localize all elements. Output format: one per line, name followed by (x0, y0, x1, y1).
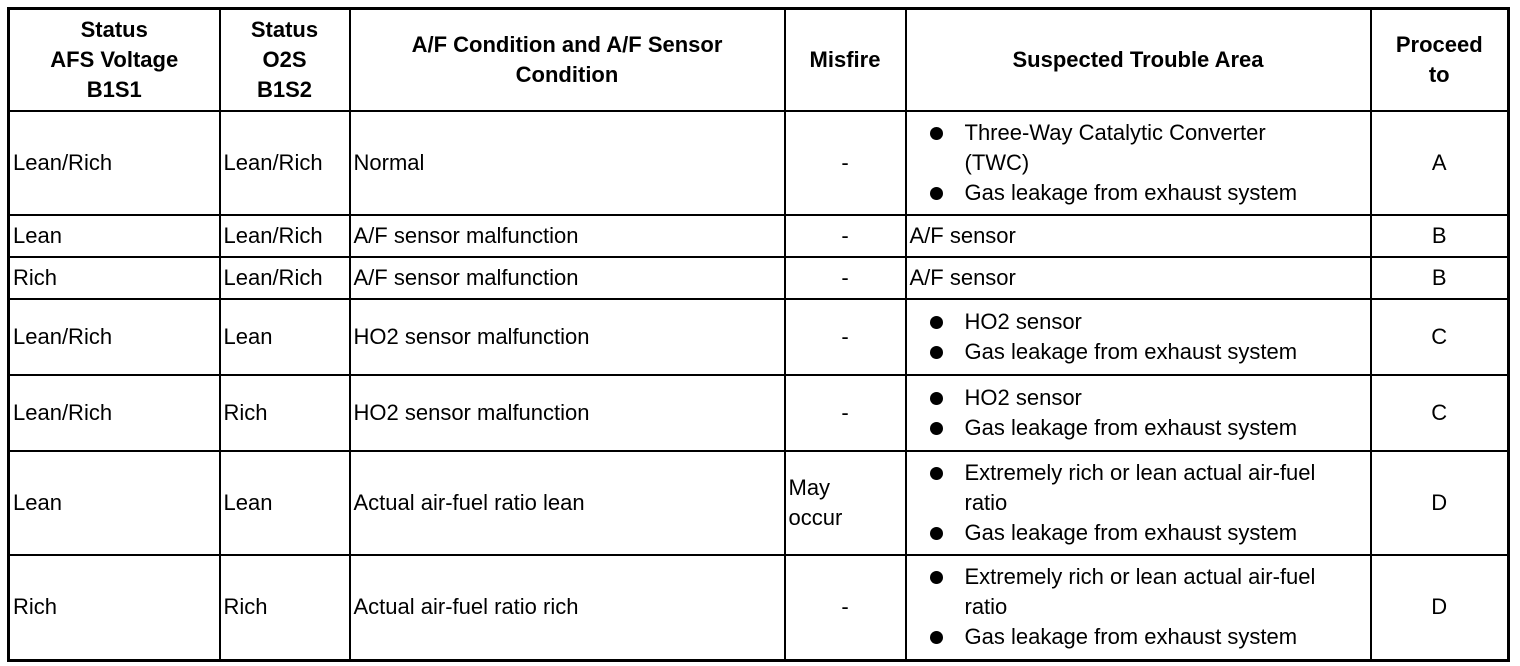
suspected-area-cell (906, 299, 1371, 375)
header-line: Condition (515, 61, 619, 87)
bullet-icon (930, 316, 943, 329)
table-row (9, 257, 1509, 299)
afs-status-cell: Lean (9, 215, 220, 257)
list-item-text: Extremely rich or lean actual air-fuel ratio (964, 564, 1316, 620)
list-item-text: Gas leakage from exhaust system (964, 414, 1298, 440)
condition-cell: HO2 sensor malfunction (350, 299, 785, 375)
list-item (930, 178, 1367, 208)
suspected-area-cell (906, 555, 1371, 661)
condition-cell: HO2 sensor malfunction (350, 375, 785, 451)
suspected-area-cell: A/F sensor (906, 257, 1371, 299)
bullet-icon (930, 527, 943, 540)
o2s-status-cell: Lean (220, 299, 350, 375)
afs-status-cell: Lean/Rich (9, 375, 220, 451)
suspected-area-cell (906, 375, 1371, 451)
header-line: Suspected Trouble Area (1012, 46, 1264, 72)
bullet-icon (930, 187, 943, 200)
condition-cell: Actual air-fuel ratio rich (350, 555, 785, 661)
misfire-cell: May occur (785, 451, 906, 555)
o2s-status-cell: Lean/Rich (220, 215, 350, 257)
header-line: Proceed (1395, 31, 1483, 57)
list-item-text: HO2 sensor (964, 384, 1082, 410)
table-row (9, 375, 1509, 451)
afs-status-cell: Lean/Rich (9, 111, 220, 215)
bullet-icon (930, 571, 943, 584)
list-item (930, 118, 1367, 178)
suspected-area-list (910, 307, 1367, 367)
header-line: to (1428, 61, 1450, 87)
bullet-icon (930, 127, 943, 140)
list-item (930, 458, 1367, 518)
bullet-icon (930, 346, 943, 359)
proceed-cell: C (1371, 299, 1509, 375)
header-line: Misfire (809, 46, 881, 72)
suspected-area-list (910, 383, 1367, 443)
header-o2s (220, 9, 350, 111)
header-afs-voltage (9, 9, 220, 111)
list-item-text: Gas leakage from exhaust system (964, 179, 1298, 205)
header-line: Status (80, 16, 148, 42)
list-item-text: Gas leakage from exhaust system (964, 624, 1298, 650)
o2s-status-cell: Lean/Rich (220, 257, 350, 299)
proceed-cell: C (1371, 375, 1509, 451)
table-row (9, 111, 1509, 215)
header-af-condition (350, 9, 785, 111)
header-line: O2S (262, 46, 307, 72)
o2s-status-cell: Rich (220, 375, 350, 451)
suspected-area-cell (906, 111, 1371, 215)
suspected-area-cell (906, 451, 1371, 555)
list-item (930, 562, 1367, 622)
diagnostic-table (7, 7, 1510, 662)
bullet-icon (930, 467, 943, 480)
misfire-cell: - (785, 555, 906, 661)
table-row (9, 451, 1509, 555)
table-row (9, 555, 1509, 661)
proceed-cell: A (1371, 111, 1509, 215)
o2s-status-cell: Lean (220, 451, 350, 555)
condition-cell: Actual air-fuel ratio lean (350, 451, 785, 555)
condition-cell: Normal (350, 111, 785, 215)
bullet-icon (930, 422, 943, 435)
o2s-status-cell: Lean/Rich (220, 111, 350, 215)
suspected-area-cell: A/F sensor (906, 215, 1371, 257)
list-item (930, 518, 1367, 548)
misfire-cell: - (785, 257, 906, 299)
list-item (930, 337, 1367, 367)
proceed-cell: D (1371, 555, 1509, 661)
list-item (930, 413, 1367, 443)
list-item-text: Extremely rich or lean actual air-fuel ratio (964, 459, 1316, 515)
header-suspected-area (906, 9, 1371, 111)
header-line: A/F Condition and A/F Sensor (411, 31, 723, 57)
misfire-cell: - (785, 215, 906, 257)
condition-cell: A/F sensor malfunction (350, 215, 785, 257)
afs-status-cell: Rich (9, 555, 220, 661)
list-item-text: HO2 sensor (964, 308, 1082, 334)
header-row (9, 9, 1509, 111)
header-line: B1S2 (256, 76, 313, 102)
bullet-icon (930, 631, 943, 644)
suspected-area-list (910, 118, 1367, 208)
condition-cell: A/F sensor malfunction (350, 257, 785, 299)
table-row (9, 215, 1509, 257)
header-line: AFS Voltage (50, 46, 179, 72)
header-line: Status (250, 16, 319, 42)
header-line: B1S1 (86, 76, 142, 102)
proceed-cell: D (1371, 451, 1509, 555)
misfire-cell: - (785, 111, 906, 215)
table-container (7, 7, 1510, 662)
afs-status-cell: Lean (9, 451, 220, 555)
list-item-text: Three-Way Catalytic Converter (TWC) (964, 119, 1266, 175)
header-proceed (1371, 9, 1509, 111)
header-misfire (785, 9, 906, 111)
suspected-area-list (910, 562, 1367, 652)
proceed-cell: B (1371, 215, 1509, 257)
misfire-cell: - (785, 299, 906, 375)
list-item (930, 383, 1367, 413)
list-item (930, 307, 1367, 337)
suspected-area-list (910, 458, 1367, 548)
afs-status-cell: Rich (9, 257, 220, 299)
list-item-text: Gas leakage from exhaust system (964, 338, 1298, 364)
bullet-icon (930, 392, 943, 405)
list-item-text: Gas leakage from exhaust system (964, 519, 1298, 545)
afs-status-cell: Lean/Rich (9, 299, 220, 375)
list-item (930, 622, 1367, 652)
o2s-status-cell: Rich (220, 555, 350, 661)
proceed-cell: B (1371, 257, 1509, 299)
table-row (9, 299, 1509, 375)
misfire-cell: - (785, 375, 906, 451)
